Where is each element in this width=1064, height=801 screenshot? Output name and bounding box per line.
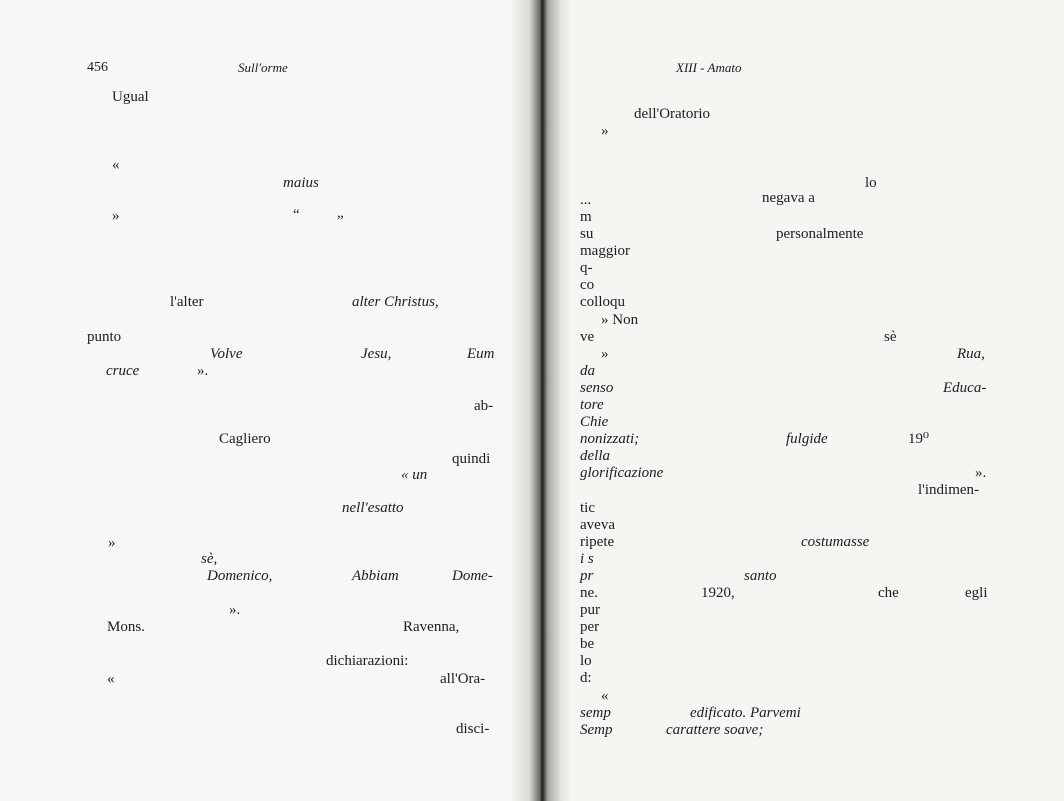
text-fragment: maggior — [580, 243, 630, 259]
text-fragment: ” — [337, 213, 344, 229]
text-fragment: dichiarazioni: — [326, 653, 409, 669]
text-fragment: cruce — [106, 363, 140, 379]
running-head-right: XIII - Amato — [676, 60, 742, 75]
text-fragment: i s — [580, 551, 594, 567]
text-fragment: fulgide — [786, 431, 828, 447]
text-fragment: che — [878, 585, 899, 601]
text-fragment: » — [601, 346, 609, 362]
text-fragment: co — [580, 277, 595, 293]
text-fragment: » — [108, 535, 116, 551]
text-fragment: pur — [580, 602, 600, 618]
text-fragment: aveva — [580, 517, 615, 533]
text-fragment: Semp — [580, 722, 613, 738]
text-fragment: l'indimen- — [918, 482, 980, 498]
text-fragment: ». — [975, 465, 987, 481]
text-fragment: edificato. Parvemi — [690, 705, 801, 721]
text-fragment: q- — [580, 260, 593, 276]
text-fragment: « — [112, 157, 120, 173]
text-fragment: Rua, — [957, 346, 985, 362]
text-fragment: ... — [580, 192, 592, 208]
text-fragment: » — [601, 123, 609, 139]
text-fragment: Domenico, — [207, 568, 273, 584]
text-fragment: glorificazione — [580, 465, 664, 481]
text-fragment: m — [580, 209, 592, 225]
text-fragment: ve — [580, 329, 595, 345]
text-fragment: “ — [293, 207, 300, 223]
text-fragment: costumasse — [801, 534, 870, 550]
text-fragment: be — [580, 636, 595, 652]
text-fragment: Mons. — [107, 619, 145, 635]
text-fragment: lo — [580, 653, 592, 669]
text-fragment: alter Christus, — [352, 294, 439, 310]
text-fragment: sè, — [201, 551, 218, 567]
book-gutter — [512, 0, 570, 801]
text-fragment: santo — [744, 568, 777, 584]
text-fragment: Chie — [580, 414, 609, 430]
text-fragment: 1920, — [701, 585, 735, 601]
text-fragment: » Non — [601, 312, 639, 328]
text-fragment: tic — [580, 500, 595, 516]
text-fragment: senso — [580, 380, 614, 396]
text-fragment: punto — [87, 329, 122, 345]
text-fragment: » — [112, 208, 120, 224]
text-fragment: ». — [229, 602, 241, 618]
text-fragment: della — [580, 448, 610, 464]
text-fragment: Abbiam — [352, 568, 399, 584]
text-fragment: ripete — [580, 534, 615, 550]
running-head-left: Sull'orme — [238, 60, 288, 75]
text-fragment: da — [580, 363, 595, 379]
text-fragment: personalmente — [776, 226, 864, 242]
text-fragment: Cagliero — [219, 431, 271, 447]
text-fragment: nell'esatto — [342, 500, 404, 516]
text-fragment: « — [107, 671, 115, 687]
text-fragment: Ugual — [112, 89, 149, 105]
text-fragment: Volve — [210, 346, 243, 362]
text-fragment: maius — [283, 175, 319, 191]
text-fragment: colloqu — [580, 294, 625, 310]
text-fragment: nonizzati; — [580, 431, 640, 447]
text-fragment: Jesu, — [361, 346, 392, 362]
text-fragment: 19⁰ — [908, 431, 930, 447]
text-fragment: pr — [580, 568, 594, 584]
text-fragment: semp — [580, 705, 611, 721]
text-fragment: quindi — [452, 451, 491, 467]
text-fragment: d: — [580, 670, 592, 686]
text-fragment: per — [580, 619, 600, 635]
text-fragment: lo — [865, 175, 877, 191]
text-fragment: « un — [401, 467, 428, 483]
page-number: 456 — [87, 60, 108, 75]
text-fragment: dell'Oratorio — [634, 106, 711, 122]
text-fragment: « — [601, 688, 609, 704]
text-fragment: l'alter — [170, 294, 204, 310]
right-page — [530, 0, 1064, 801]
text-fragment: ne. — [580, 585, 598, 601]
text-fragment: ab- — [474, 398, 494, 414]
text-fragment: sè — [884, 329, 897, 345]
text-fragment: Dome- — [452, 568, 493, 584]
text-fragment: Ravenna, — [403, 619, 460, 635]
text-fragment: disci- — [456, 721, 490, 737]
text-fragment: carattere soave; — [666, 722, 764, 738]
text-fragment: Educa- — [943, 380, 987, 396]
text-fragment: su — [580, 226, 594, 242]
text-fragment: all'Ora- — [440, 671, 486, 687]
text-fragment: Eum — [467, 346, 495, 362]
text-fragment: negava a — [762, 190, 815, 206]
text-fragment: tore — [580, 397, 604, 413]
text-fragment: ». — [197, 363, 209, 379]
text-fragment: egli — [965, 585, 988, 601]
